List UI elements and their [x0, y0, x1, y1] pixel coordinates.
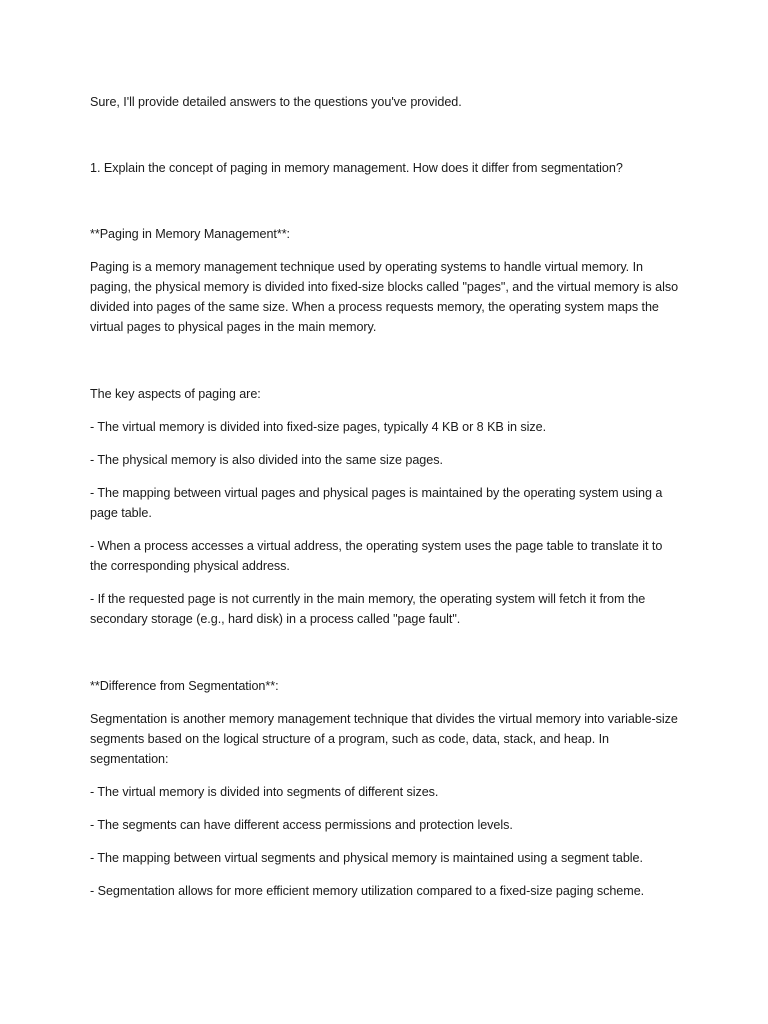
list-item: - The virtual memory is divided into segments of different sizes.	[90, 785, 439, 799]
list-item: - If the requested page is not currently in the main memory, the operating system will fetch it from the secondary storage (e.g., hard disk) in a process called "page fault".	[90, 592, 646, 626]
paging-paragraph: Paging is a memory management technique used by operating systems to handle virtual memory. In paging, the physical memory is divided into fixed-size blocks called "pages", and the virtual memory is also divided into pages of the same size. When a process requests memory, the operating system maps the virtual pages to physical pages in the main memory.	[90, 260, 679, 334]
document-body	[90, 92, 682, 914]
spacer	[90, 642, 682, 676]
paging-heading: **Paging in Memory Management**:	[90, 227, 291, 241]
intro-text: Sure, I'll provide detailed answers to the questions you've provided.	[90, 95, 462, 109]
spacer	[90, 350, 682, 384]
key-aspects-heading: The key aspects of paging are:	[90, 387, 261, 401]
list-item: - When a process accesses a virtual address, the operating system uses the page table to translate it to the corresponding physical address.	[90, 539, 663, 573]
spacer	[90, 125, 682, 158]
list-item: - The physical memory is also divided into the same size pages.	[90, 453, 443, 467]
question-heading: 1. Explain the concept of paging in memory management. How does it differ from segmentation?	[90, 161, 623, 175]
list-item: - The virtual memory is divided into fixed-size pages, typically 4 KB or 8 KB in size.	[90, 420, 547, 434]
list-item: - The mapping between virtual segments and physical memory is maintained using a segment table.	[90, 851, 643, 865]
segmentation-paragraph: Segmentation is another memory management technique that divides the virtual memory into variable-size segments based on the logical structure of a program, such as code, data, stack, and heap. In segmentation:	[90, 712, 678, 766]
segmentation-heading: **Difference from Segmentation**:	[90, 679, 279, 693]
list-item: - Segmentation allows for more efficient memory utilization compared to a fixed-size paging scheme.	[90, 884, 645, 898]
list-item: - The mapping between virtual pages and physical pages is maintained by the operating system using a page table.	[90, 486, 663, 520]
list-item: - The segments can have different access permissions and protection levels.	[90, 818, 513, 832]
spacer	[90, 191, 682, 224]
